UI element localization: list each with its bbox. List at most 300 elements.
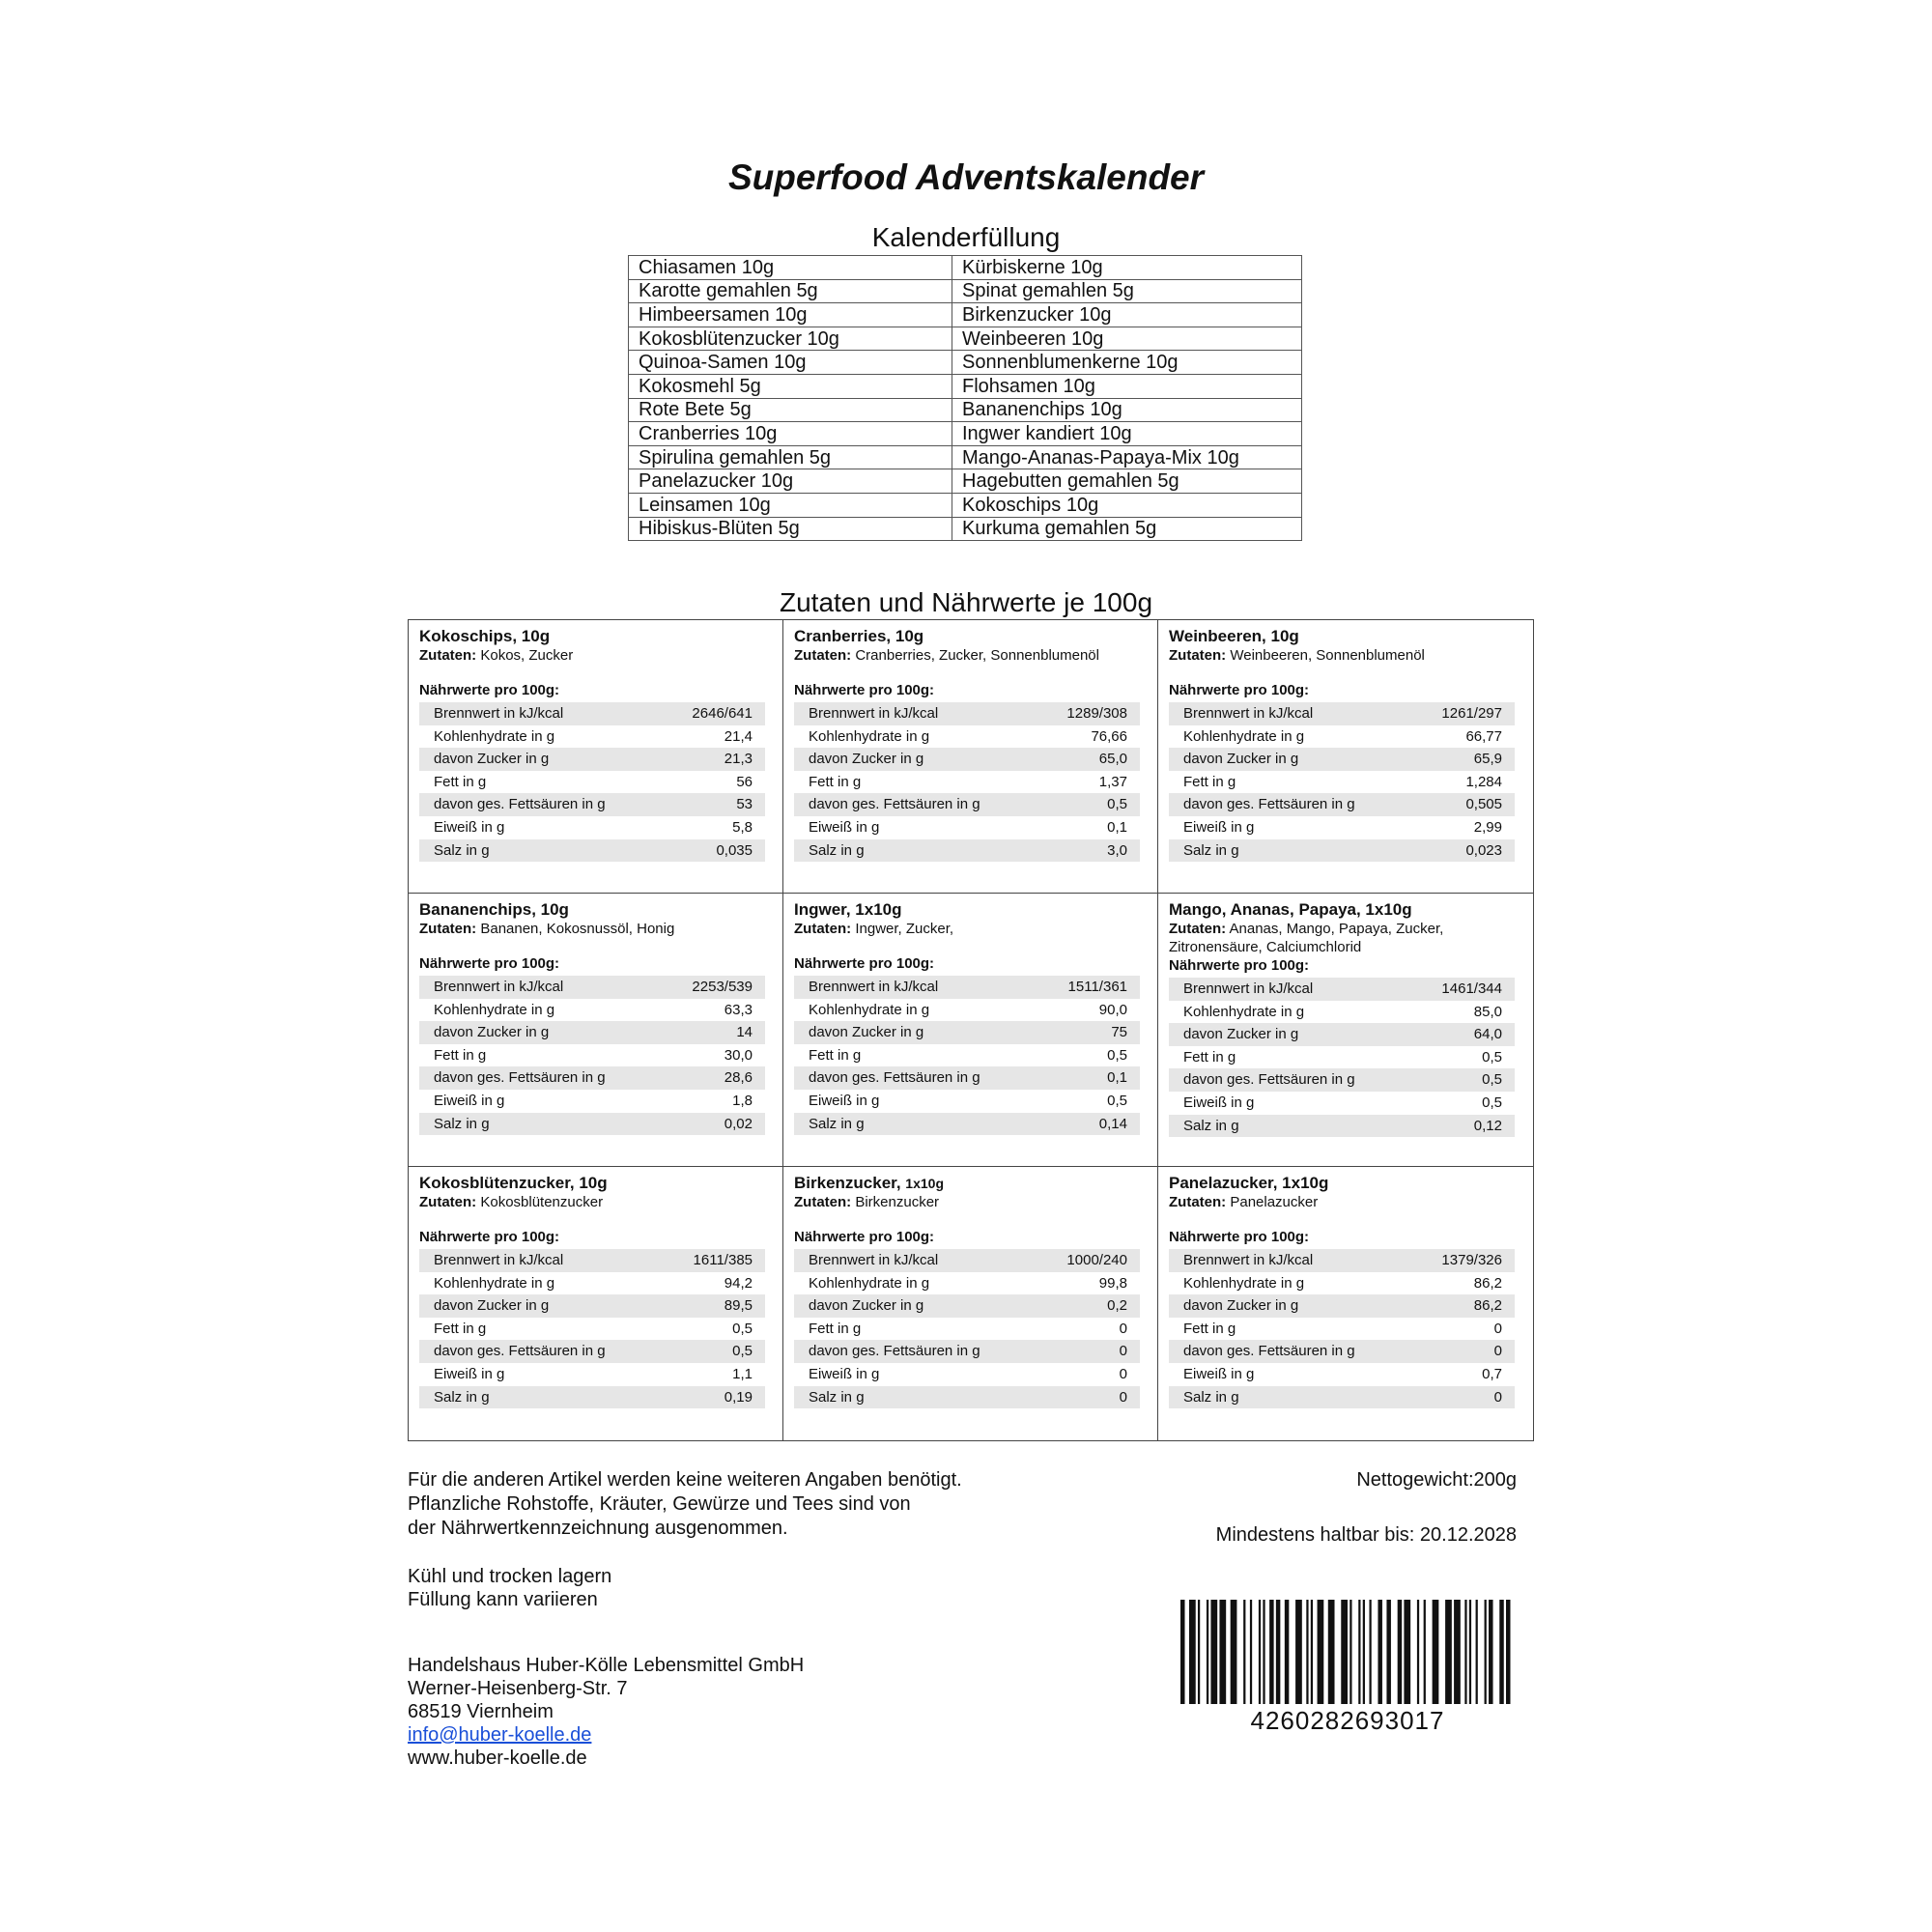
barcode-bar bbox=[1328, 1600, 1335, 1704]
nutrition-row bbox=[1169, 725, 1515, 749]
nutrient-value: 1611/385 bbox=[693, 1252, 753, 1268]
nutrition-table bbox=[1169, 978, 1515, 1137]
nutrition-row bbox=[419, 1363, 765, 1386]
nutrient-label: Kohlenhydrate in g bbox=[809, 1001, 930, 1018]
nutrient-label: Eiweiß in g bbox=[434, 1365, 505, 1382]
nutrient-value: 0 bbox=[1119, 1388, 1127, 1406]
nutrient-label: Kohlenhydrate in g bbox=[434, 1274, 555, 1292]
barcode-bar bbox=[1445, 1600, 1452, 1704]
nutrient-label: Brennwert in kJ/kcal bbox=[809, 1252, 939, 1268]
nutrient-value: 0 bbox=[1493, 1343, 1502, 1360]
product-ingredients: Zutaten: Kokos, Zucker bbox=[419, 647, 574, 664]
nutrient-value: 28,6 bbox=[724, 1069, 753, 1087]
nutrient-label: davon ges. Fettsäuren in g bbox=[1183, 1071, 1355, 1089]
nutrition-row bbox=[794, 1272, 1140, 1295]
filling-row bbox=[629, 398, 1302, 422]
product-cell bbox=[1158, 620, 1533, 894]
nutrient-value: 5,8 bbox=[732, 818, 753, 836]
note-line: der Nährwertkennzeichnung ausgenommen. bbox=[408, 1518, 788, 1539]
nutrient-label: Salz in g bbox=[434, 1388, 490, 1406]
nutrient-value: 0 bbox=[1119, 1320, 1127, 1337]
nutrition-row bbox=[419, 1113, 765, 1136]
nutrition-row bbox=[419, 1249, 765, 1272]
nutrition-row bbox=[419, 1021, 765, 1044]
filling-row bbox=[629, 279, 1302, 303]
nutrition-row bbox=[794, 839, 1140, 863]
nutrient-value: 1000/240 bbox=[1066, 1252, 1127, 1268]
nutrient-label: Brennwert in kJ/kcal bbox=[1183, 980, 1314, 997]
filling-cell: Sonnenblumenkerne 10g bbox=[952, 351, 1302, 375]
nutrition-row bbox=[419, 1044, 765, 1067]
filling-cell: Hagebutten gemahlen 5g bbox=[952, 469, 1302, 494]
product-ingredients: Zutaten: Cranberries, Zucker, Sonnenblumenöl bbox=[794, 647, 1099, 664]
nutrition-row bbox=[794, 725, 1140, 749]
nutrition-row bbox=[794, 976, 1140, 999]
nutrient-value: 0,12 bbox=[1473, 1117, 1502, 1134]
product-ingredients: Zutaten: Ananas, Mango, Papaya, Zucker, Zitronensäure, Calciumchlorid bbox=[1169, 921, 1444, 955]
nutrient-value: 1461/344 bbox=[1441, 980, 1502, 997]
nutrition-table bbox=[419, 1249, 765, 1408]
nutrient-label: davon ges. Fettsäuren in g bbox=[1183, 796, 1355, 813]
nutrition-row bbox=[1169, 1001, 1515, 1024]
nutrient-label: davon ges. Fettsäuren in g bbox=[1183, 1343, 1355, 1360]
barcode-bar bbox=[1243, 1600, 1245, 1704]
nutrient-label: Eiweiß in g bbox=[434, 1092, 505, 1109]
nutrient-label: davon Zucker in g bbox=[1183, 1026, 1299, 1043]
filling-row bbox=[629, 445, 1302, 469]
product-name: Kokosblütenzucker, 10g bbox=[419, 1174, 608, 1192]
nutrition-row bbox=[794, 1340, 1140, 1363]
nutrient-label: Eiweiß in g bbox=[809, 818, 880, 836]
nutrient-value: 0 bbox=[1119, 1365, 1127, 1382]
nutrition-row bbox=[794, 816, 1140, 839]
nutrient-label: Fett in g bbox=[1183, 1048, 1236, 1065]
nutrition-heading: Zutaten und Nährwerte je 100g bbox=[779, 587, 1153, 617]
nutrient-value: 1261/297 bbox=[1441, 705, 1502, 722]
barcode-bar bbox=[1378, 1600, 1381, 1704]
product-cell bbox=[783, 1167, 1158, 1440]
product-cell bbox=[409, 894, 783, 1167]
nutrition-grid bbox=[408, 619, 1534, 1441]
nutrition-row bbox=[1169, 839, 1515, 863]
nutrition-row bbox=[419, 748, 765, 771]
filling-cell: Kokoschips 10g bbox=[952, 493, 1302, 517]
nutrient-label: Fett in g bbox=[434, 773, 487, 790]
nutrition-row bbox=[794, 1386, 1140, 1409]
barcode-bar bbox=[1306, 1600, 1308, 1704]
barcode-bar bbox=[1499, 1600, 1503, 1704]
filling-cell: Quinoa-Samen 10g bbox=[629, 351, 952, 375]
email-link[interactable]: info@huber-koelle.de bbox=[408, 1724, 592, 1746]
barcode-bar bbox=[1259, 1600, 1261, 1704]
nutrition-row bbox=[419, 976, 765, 999]
nutrient-label: Salz in g bbox=[434, 1115, 490, 1132]
nutrition-table bbox=[419, 976, 765, 1135]
nutrition-row bbox=[794, 793, 1140, 816]
product-name: Weinbeeren, 10g bbox=[1169, 627, 1299, 645]
nutrient-label: Kohlenhydrate in g bbox=[1183, 1003, 1305, 1020]
nutrient-value: 0 bbox=[1493, 1320, 1502, 1337]
nutrition-row bbox=[419, 1340, 765, 1363]
filling-cell: Panelazucker 10g bbox=[629, 469, 952, 494]
nutrient-value: 1511/361 bbox=[1067, 979, 1127, 995]
filling-heading: Kalenderfüllung bbox=[871, 222, 1061, 252]
nutrient-value: 0,7 bbox=[1482, 1365, 1502, 1382]
filling-row bbox=[629, 374, 1302, 398]
product-name: Ingwer, 1x10g bbox=[794, 900, 902, 919]
nutrition-label: Nährwerte pro 100g: bbox=[1169, 957, 1310, 974]
product-name: Panelazucker, 1x10g bbox=[1169, 1174, 1329, 1192]
nutrient-value: 2646/641 bbox=[692, 705, 753, 722]
nutrient-label: davon ges. Fettsäuren in g bbox=[434, 796, 606, 813]
nutrition-row bbox=[794, 771, 1140, 794]
nutrient-label: Eiweiß in g bbox=[1183, 1094, 1255, 1111]
nutrient-value: 0,5 bbox=[732, 1343, 753, 1360]
nutrition-label: Nährwerte pro 100g: bbox=[419, 955, 560, 972]
nutrition-label: Nährwerte pro 100g: bbox=[794, 1229, 935, 1245]
filling-cell: Spirulina gemahlen 5g bbox=[629, 445, 952, 469]
nutrient-value: 0,1 bbox=[1107, 1069, 1127, 1087]
nutrient-label: Fett in g bbox=[1183, 1320, 1236, 1337]
nutrition-row bbox=[1169, 1318, 1515, 1341]
product-cell bbox=[409, 620, 783, 894]
product-ingredients: Zutaten: Ingwer, Zucker, bbox=[794, 921, 954, 937]
nutrient-value: 1,8 bbox=[732, 1092, 753, 1109]
nutrient-value: 3,0 bbox=[1107, 841, 1127, 859]
nutrient-value: 0 bbox=[1119, 1343, 1127, 1360]
nutrition-row bbox=[419, 1272, 765, 1295]
nutrition-row bbox=[794, 1249, 1140, 1272]
company-city: 68519 Viernheim bbox=[408, 1701, 554, 1722]
product-name: Kokoschips, 10g bbox=[419, 627, 551, 645]
barcode-bar bbox=[1417, 1600, 1419, 1704]
nutrient-value: 89,5 bbox=[724, 1297, 753, 1315]
nutrition-label: Nährwerte pro 100g: bbox=[1169, 682, 1310, 698]
nutrient-label: Salz in g bbox=[1183, 1388, 1239, 1406]
nutrient-label: davon ges. Fettsäuren in g bbox=[809, 1343, 980, 1360]
nutrient-value: 94,2 bbox=[724, 1274, 753, 1292]
filling-cell: Mango-Ananas-Papaya-Mix 10g bbox=[952, 445, 1302, 469]
nutrient-label: Brennwert in kJ/kcal bbox=[434, 979, 564, 995]
nutrient-label: Eiweiß in g bbox=[1183, 818, 1255, 836]
filling-cell: Ingwer kandiert 10g bbox=[952, 422, 1302, 446]
nutrient-label: Fett in g bbox=[434, 1046, 487, 1064]
nutrient-value: 0,2 bbox=[1107, 1297, 1127, 1315]
nutrition-row bbox=[1169, 1249, 1515, 1272]
barcode-bar bbox=[1489, 1600, 1492, 1704]
nutrition-row bbox=[794, 1113, 1140, 1136]
nutrition-table bbox=[1169, 1249, 1515, 1408]
nutrient-label: Brennwert in kJ/kcal bbox=[434, 705, 564, 722]
filling-row bbox=[629, 256, 1302, 280]
barcode-bar bbox=[1424, 1600, 1426, 1704]
barcode-bar bbox=[1180, 1600, 1184, 1704]
nutrition-row bbox=[1169, 1294, 1515, 1318]
barcode-bar bbox=[1210, 1600, 1217, 1704]
nutrition-row bbox=[794, 1363, 1140, 1386]
nutrient-label: Salz in g bbox=[809, 1115, 865, 1132]
nutrient-value: 0,5 bbox=[1482, 1071, 1502, 1089]
barcode-bar bbox=[1341, 1600, 1348, 1704]
barcode-bar bbox=[1506, 1600, 1510, 1704]
nutrient-label: Kohlenhydrate in g bbox=[1183, 1274, 1305, 1292]
nutrient-label: davon Zucker in g bbox=[434, 751, 550, 768]
nutrition-row bbox=[419, 1318, 765, 1341]
filling-cell: Bananenchips 10g bbox=[952, 398, 1302, 422]
nutrient-value: 0,14 bbox=[1098, 1115, 1127, 1132]
nutrient-label: davon Zucker in g bbox=[809, 1024, 924, 1041]
nutrition-row bbox=[794, 1066, 1140, 1090]
filling-cell: Kürbiskerne 10g bbox=[952, 256, 1302, 280]
barcode-bar bbox=[1454, 1600, 1461, 1704]
nutrient-value: 0,5 bbox=[1482, 1094, 1502, 1111]
nutrient-value: 0 bbox=[1493, 1388, 1502, 1406]
nutrient-value: 0,035 bbox=[716, 841, 753, 859]
nutrient-value: 65,0 bbox=[1098, 751, 1127, 768]
nutrient-value: 85,0 bbox=[1473, 1003, 1502, 1020]
nutrient-label: Salz in g bbox=[809, 1388, 865, 1406]
nutrition-row bbox=[419, 999, 765, 1022]
nutrition-row bbox=[1169, 816, 1515, 839]
nutrition-label: Nährwerte pro 100g: bbox=[794, 682, 935, 698]
product-cell bbox=[1158, 1167, 1533, 1440]
barcode-bar bbox=[1369, 1600, 1371, 1704]
nutrition-row bbox=[1169, 1363, 1515, 1386]
nutrient-label: davon Zucker in g bbox=[809, 1297, 924, 1315]
barcode-bar bbox=[1476, 1600, 1478, 1704]
product-cell bbox=[783, 620, 1158, 894]
nutrition-row bbox=[419, 1066, 765, 1090]
nutrient-label: Fett in g bbox=[809, 773, 862, 790]
nutrient-label: Brennwert in kJ/kcal bbox=[1183, 1252, 1314, 1268]
product-ingredients: Zutaten: Weinbeeren, Sonnenblumenöl bbox=[1169, 647, 1425, 664]
nutrient-label: Eiweiß in g bbox=[1183, 1365, 1255, 1382]
filling-cell: Birkenzucker 10g bbox=[952, 303, 1302, 327]
nutrient-label: Kohlenhydrate in g bbox=[809, 1274, 930, 1292]
nutrition-row bbox=[1169, 1115, 1515, 1138]
company-web: www.huber-koelle.de bbox=[408, 1747, 587, 1769]
nutrient-value: 0,02 bbox=[724, 1115, 753, 1132]
filling-cell: Spinat gemahlen 5g bbox=[952, 279, 1302, 303]
barcode-bar bbox=[1350, 1600, 1351, 1704]
nutrient-label: Eiweiß in g bbox=[434, 818, 505, 836]
nutrition-row bbox=[1169, 1340, 1515, 1363]
nutrition-row bbox=[794, 999, 1140, 1022]
net-weight: Nettogewicht:200g bbox=[1356, 1469, 1517, 1491]
nutrient-label: davon ges. Fettsäuren in g bbox=[434, 1069, 606, 1087]
nutrient-value: 0,5 bbox=[732, 1320, 753, 1337]
nutrient-value: 76,66 bbox=[1091, 727, 1127, 745]
nutrition-label: Nährwerte pro 100g: bbox=[794, 955, 935, 972]
nutrient-label: Brennwert in kJ/kcal bbox=[809, 979, 939, 995]
nutrition-row bbox=[794, 1318, 1140, 1341]
filling-row bbox=[629, 517, 1302, 541]
nutrient-label: davon ges. Fettsäuren in g bbox=[809, 796, 980, 813]
storage-line: Kühl und trocken lagern bbox=[408, 1566, 612, 1587]
barcode-number: 4260282693017 bbox=[1250, 1706, 1445, 1735]
barcode-bar bbox=[1219, 1600, 1226, 1704]
nutrition-row bbox=[794, 1044, 1140, 1067]
product-ingredients: Zutaten: Panelazucker bbox=[1169, 1194, 1319, 1210]
barcode-bar bbox=[1485, 1600, 1487, 1704]
nutrient-label: davon Zucker in g bbox=[1183, 1297, 1299, 1315]
nutrition-row bbox=[794, 702, 1140, 725]
nutrient-value: 0,5 bbox=[1482, 1048, 1502, 1065]
product-ingredients: Zutaten: Bananen, Kokosnussöl, Honig bbox=[419, 921, 675, 937]
nutrition-row bbox=[794, 1021, 1140, 1044]
nutrient-value: 1289/308 bbox=[1066, 705, 1127, 722]
nutrition-row bbox=[419, 816, 765, 839]
nutrient-value: 0,1 bbox=[1107, 818, 1127, 836]
nutrient-label: Fett in g bbox=[1183, 773, 1236, 790]
nutrition-row bbox=[794, 1294, 1140, 1318]
nutrient-value: 0,5 bbox=[1107, 1092, 1127, 1109]
nutrition-row bbox=[419, 793, 765, 816]
nutrient-value: 90,0 bbox=[1098, 1001, 1127, 1018]
nutrition-row bbox=[1169, 1068, 1515, 1092]
nutrient-value: 21,3 bbox=[724, 751, 753, 768]
product-ingredients: Zutaten: Kokosblütenzucker bbox=[419, 1194, 604, 1210]
nutrient-value: 63,3 bbox=[724, 1001, 753, 1018]
storage-text bbox=[408, 1565, 611, 1611]
nutrient-value: 66,77 bbox=[1465, 727, 1502, 745]
filling-cell: Kokosblütenzucker 10g bbox=[629, 327, 952, 351]
nutrient-label: davon ges. Fettsäuren in g bbox=[434, 1343, 606, 1360]
storage-line: Füllung kann variieren bbox=[408, 1589, 598, 1610]
nutrition-row bbox=[419, 702, 765, 725]
filling-row bbox=[629, 327, 1302, 351]
barcode bbox=[1179, 1600, 1517, 1704]
nutrient-value: 1,284 bbox=[1465, 773, 1502, 790]
filling-cell: Weinbeeren 10g bbox=[952, 327, 1302, 351]
nutrient-value: 64,0 bbox=[1473, 1026, 1502, 1043]
company-name: Handelshaus Huber-Kölle Lebensmittel GmbH bbox=[408, 1655, 805, 1676]
nutrient-label: Fett in g bbox=[809, 1320, 862, 1337]
nutrition-row bbox=[1169, 748, 1515, 771]
filling-table bbox=[628, 255, 1302, 541]
nutrient-value: 30,0 bbox=[724, 1046, 753, 1064]
product-cell bbox=[409, 1167, 783, 1440]
nutrient-value: 99,8 bbox=[1098, 1274, 1127, 1292]
nutrient-value: 1,1 bbox=[732, 1365, 753, 1382]
filling-row bbox=[629, 422, 1302, 446]
nutrient-label: Salz in g bbox=[809, 841, 865, 859]
nutrient-label: davon Zucker in g bbox=[434, 1024, 550, 1041]
product-name: Birkenzucker, 1x10g bbox=[794, 1174, 944, 1192]
barcode-bar bbox=[1469, 1600, 1471, 1704]
barcode-bar bbox=[1263, 1600, 1264, 1704]
nutrition-label: Nährwerte pro 100g: bbox=[1169, 1229, 1310, 1245]
nutrient-value: 0,023 bbox=[1465, 841, 1502, 859]
barcode-bar bbox=[1231, 1600, 1237, 1704]
nutrient-label: Brennwert in kJ/kcal bbox=[434, 1252, 564, 1268]
barcode-bar bbox=[1189, 1600, 1196, 1704]
barcode-bar bbox=[1363, 1600, 1365, 1704]
nutrition-table bbox=[794, 1249, 1140, 1408]
nutrient-value: 0,505 bbox=[1465, 796, 1502, 813]
filling-row bbox=[629, 351, 1302, 375]
barcode-bar bbox=[1269, 1600, 1273, 1704]
note-line: Pflanzliche Rohstoffe, Kräuter, Gewürze und Tees sind von bbox=[408, 1493, 911, 1515]
company-address bbox=[408, 1654, 804, 1770]
nutrient-label: davon Zucker in g bbox=[1183, 751, 1299, 768]
nutrient-value: 0,5 bbox=[1107, 796, 1127, 813]
nutrient-value: 0,5 bbox=[1107, 1046, 1127, 1064]
nutrient-label: Brennwert in kJ/kcal bbox=[809, 705, 939, 722]
nutrient-label: Kohlenhydrate in g bbox=[434, 727, 555, 745]
nutrition-row bbox=[1169, 1046, 1515, 1069]
filling-cell: Rote Bete 5g bbox=[629, 398, 952, 422]
nutrient-value: 86,2 bbox=[1473, 1297, 1502, 1315]
nutrition-row bbox=[1169, 1272, 1515, 1295]
filling-cell: Kurkuma gemahlen 5g bbox=[952, 517, 1302, 541]
nutrient-label: Fett in g bbox=[809, 1046, 862, 1064]
nutrient-label: Salz in g bbox=[434, 841, 490, 859]
barcode-bar bbox=[1295, 1600, 1302, 1704]
product-name: Mango, Ananas, Papaya, 1x10g bbox=[1169, 900, 1412, 919]
nutrition-row bbox=[1169, 1092, 1515, 1115]
barcode-bar bbox=[1285, 1600, 1289, 1704]
nutrient-value: 1379/326 bbox=[1441, 1252, 1502, 1268]
barcode-bar bbox=[1311, 1600, 1313, 1704]
nutrition-row bbox=[419, 1386, 765, 1409]
product-cell bbox=[783, 894, 1158, 1167]
nutrient-value: 53 bbox=[736, 796, 753, 813]
nutrition-table bbox=[794, 702, 1140, 862]
filling-cell: Kokosmehl 5g bbox=[629, 374, 952, 398]
barcode-bar bbox=[1276, 1600, 1280, 1704]
nutrient-value: 2,99 bbox=[1473, 818, 1502, 836]
product-name: Cranberries, 10g bbox=[794, 627, 924, 645]
nutrition-row bbox=[419, 771, 765, 794]
barcode-bar bbox=[1318, 1600, 1324, 1704]
barcode-bar bbox=[1198, 1600, 1200, 1704]
nutrition-row bbox=[1169, 978, 1515, 1001]
barcode-bar bbox=[1386, 1600, 1390, 1704]
nutrient-label: Kohlenhydrate in g bbox=[434, 1001, 555, 1018]
nutrient-value: 86,2 bbox=[1473, 1274, 1502, 1292]
barcode-bar bbox=[1433, 1600, 1439, 1704]
nutrient-label: davon Zucker in g bbox=[434, 1297, 550, 1315]
nutrient-label: Brennwert in kJ/kcal bbox=[1183, 705, 1314, 722]
nutrient-label: Kohlenhydrate in g bbox=[809, 727, 930, 745]
filling-row bbox=[629, 469, 1302, 494]
nutrition-row bbox=[419, 839, 765, 863]
nutrition-table bbox=[794, 976, 1140, 1135]
nutrition-table bbox=[419, 702, 765, 862]
nutrient-value: 21,4 bbox=[724, 727, 753, 745]
nutrition-row bbox=[1169, 1023, 1515, 1046]
nutrition-label: Nährwerte pro 100g: bbox=[419, 1229, 560, 1245]
nutrient-label: Eiweiß in g bbox=[809, 1365, 880, 1382]
nutrition-label: Nährwerte pro 100g: bbox=[419, 682, 560, 698]
nutrient-value: 14 bbox=[736, 1024, 753, 1041]
product-ingredients: Zutaten: Birkenzucker bbox=[794, 1194, 940, 1210]
barcode-bar bbox=[1464, 1600, 1466, 1704]
filling-cell: Leinsamen 10g bbox=[629, 493, 952, 517]
nutrient-value: 75 bbox=[1111, 1024, 1127, 1041]
nutrition-row bbox=[1169, 1386, 1515, 1409]
filling-cell: Cranberries 10g bbox=[629, 422, 952, 446]
nutrient-label: Fett in g bbox=[434, 1320, 487, 1337]
nutrition-table bbox=[1169, 702, 1515, 862]
product-name: Bananenchips, 10g bbox=[419, 900, 569, 919]
nutrient-label: Salz in g bbox=[1183, 841, 1239, 859]
filling-cell: Himbeersamen 10g bbox=[629, 303, 952, 327]
filling-cell: Chiasamen 10g bbox=[629, 256, 952, 280]
nutrition-row bbox=[1169, 793, 1515, 816]
barcode-bar bbox=[1404, 1600, 1410, 1704]
